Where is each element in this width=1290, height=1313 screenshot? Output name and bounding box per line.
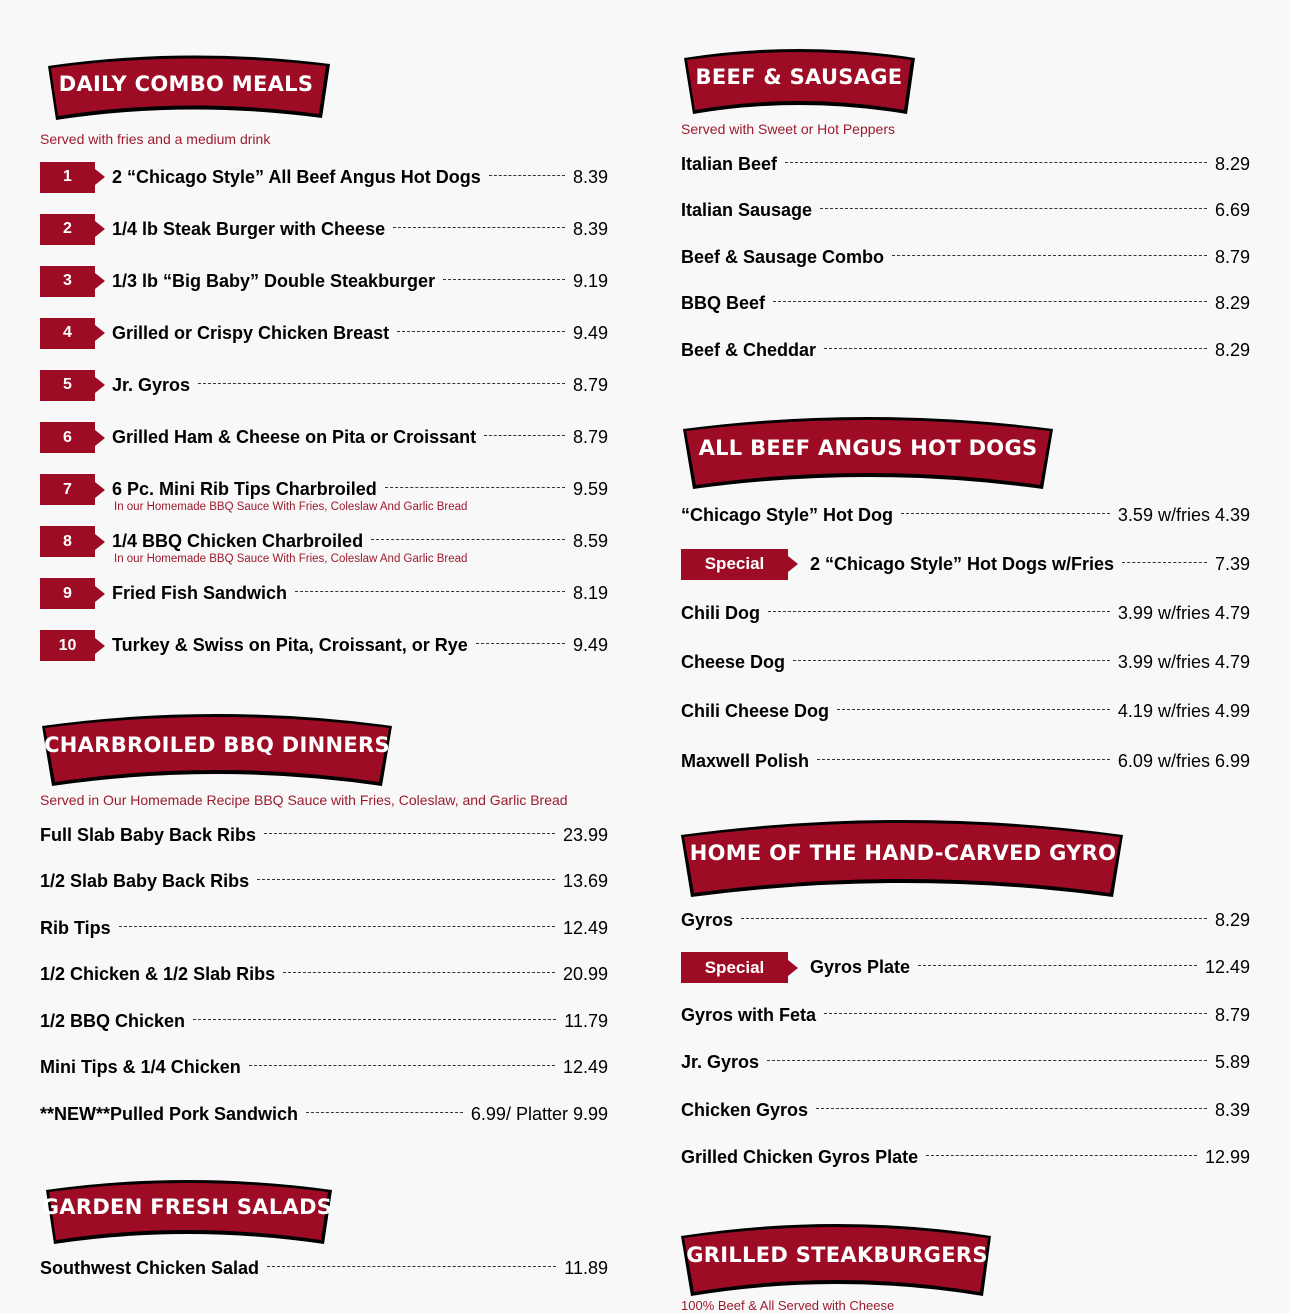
dot-leader <box>817 759 1110 760</box>
gyros-section <box>681 813 1250 899</box>
menu-item <box>681 598 1250 628</box>
dot-leader <box>393 227 565 228</box>
item-price: 8.29 <box>1214 909 1250 930</box>
menu-item <box>681 289 1250 319</box>
dot-leader <box>198 383 565 384</box>
item-number-badge: 9 <box>40 578 95 609</box>
dot-leader <box>892 255 1207 256</box>
dot-leader <box>295 591 565 592</box>
menu-item <box>40 1053 608 1083</box>
menu-item <box>40 1006 608 1036</box>
item-price: 9.59 <box>572 479 608 500</box>
item-price: 4.19 w/fries 4.99 <box>1117 701 1250 722</box>
menu-item <box>681 549 1250 579</box>
item-price: 12.49 <box>562 1057 608 1077</box>
item-name: BBQ Beef <box>681 293 766 313</box>
item-name: **NEW**Pulled Pork Sandwich <box>40 1103 299 1124</box>
item-price: 8.79 <box>572 427 608 447</box>
item-name: Italian Sausage <box>681 200 813 220</box>
combo-title: DAILY COMBO MEALS <box>58 72 314 96</box>
combo-subtitle: Served with fries and a medium drink <box>40 131 271 147</box>
menu-item <box>681 697 1250 727</box>
dot-leader <box>1122 562 1207 563</box>
menu-item <box>40 318 608 348</box>
item-name: Grilled Ham & Cheese on Pita or Croissant <box>112 427 477 447</box>
item-price: 9.49 <box>572 635 608 656</box>
menu-item <box>40 423 608 453</box>
menu-item <box>40 266 608 296</box>
dot-leader <box>119 926 555 927</box>
menu-item <box>681 953 1250 983</box>
menu-item <box>681 196 1250 226</box>
dot-leader <box>249 1065 555 1066</box>
menu-item <box>40 527 608 565</box>
dot-leader <box>837 709 1110 710</box>
dot-leader <box>489 175 565 176</box>
item-price: 3.59 w/fries 4.39 <box>1117 504 1250 525</box>
item-name: Gyros with Feta <box>681 1004 817 1025</box>
item-number-badge: 4 <box>40 318 95 349</box>
dot-leader <box>476 643 565 644</box>
item-name: 1/4 lb Steak Burger with Cheese <box>112 218 386 239</box>
salads-title: GARDEN FRESH SALADS <box>41 1195 333 1219</box>
item-price: 6.99/ Platter 9.99 <box>470 1103 608 1124</box>
menu-item <box>681 242 1250 272</box>
item-name: Chili Dog <box>681 602 760 623</box>
item-name: Jr. Gyros <box>681 1052 760 1072</box>
menu-item <box>681 648 1250 678</box>
dot-leader <box>397 331 565 332</box>
menu-item <box>681 500 1250 530</box>
item-price: 8.79 <box>572 374 608 395</box>
item-name: Jr. Gyros <box>112 374 191 395</box>
item-price: 8.39 <box>572 166 608 187</box>
item-name: Chicken Gyros <box>681 1099 809 1120</box>
beef-title: BEEF & SAUSAGE <box>695 65 903 89</box>
hotdogs-banner <box>681 411 1055 491</box>
item-number-badge: 10 <box>40 630 95 661</box>
dot-leader <box>484 435 565 436</box>
item-price: 8.29 <box>1214 339 1250 360</box>
steakburgers-title: GRILLED STEAKBURGERS <box>686 1243 988 1267</box>
menu-item <box>40 913 608 943</box>
dot-leader <box>768 611 1110 612</box>
gyros-banner <box>681 813 1125 899</box>
menu-item <box>40 162 608 192</box>
item-name: Gyros <box>681 909 734 930</box>
dot-leader <box>385 487 565 488</box>
special-badge: Special <box>681 952 788 983</box>
dot-leader <box>264 833 555 834</box>
item-name: 1/3 lb “Big Baby” Double Steakburger <box>112 270 436 291</box>
salads-banner <box>40 1174 334 1246</box>
menu-item <box>681 335 1250 365</box>
dot-leader <box>824 348 1207 349</box>
item-number-badge: 6 <box>40 422 95 453</box>
item-price: 8.19 <box>572 583 608 604</box>
item-name: Southwest Chicken Salad <box>40 1257 260 1278</box>
special-badge: Special <box>681 549 788 580</box>
beef-section <box>681 44 1250 116</box>
menu-item <box>40 1253 608 1283</box>
item-price: 20.99 <box>562 964 608 984</box>
item-number-badge: 5 <box>40 370 95 401</box>
item-name: Turkey & Swiss on Pita, Croissant, or Rye <box>112 635 468 656</box>
steakburgers-banner <box>681 1218 993 1298</box>
salads-section <box>40 1174 608 1246</box>
item-name: 2 “Chicago Style” Hot Dogs w/Fries <box>810 553 1115 574</box>
item-name: “Chicago Style” Hot Dog <box>681 504 894 525</box>
item-name: Chili Cheese Dog <box>681 701 830 722</box>
item-name: Grilled Chicken Gyros Plate <box>681 1147 919 1167</box>
combo-banner <box>40 50 332 124</box>
dot-leader <box>824 1013 1207 1014</box>
hotdogs-section <box>681 411 1250 491</box>
bbq-subtitle: Served in Our Homemade Recipe BBQ Sauce with Fries, Coleslaw, and Garlic Bread <box>40 792 568 808</box>
dot-leader <box>741 918 1207 919</box>
item-name: Beef & Cheddar <box>681 339 817 360</box>
item-name: Grilled or Crispy Chicken Breast <box>112 322 390 343</box>
item-price: 8.29 <box>1214 153 1250 174</box>
menu-item <box>681 1095 1250 1125</box>
item-price: 12.99 <box>1204 1147 1250 1167</box>
item-name: 1/4 BBQ Chicken Charbroiled <box>112 531 364 552</box>
bbq-title: CHARBROILED BBQ DINNERS <box>44 733 390 757</box>
bbq-banner <box>40 708 394 788</box>
item-price: 6.69 <box>1214 200 1250 220</box>
item-description: In our Homemade BBQ Sauce With Fries, Coleslaw And Garlic Bread <box>114 552 468 565</box>
item-number-badge: 7 <box>40 474 95 505</box>
dot-leader <box>918 965 1197 966</box>
menu-item <box>681 1048 1250 1078</box>
menu-item <box>681 1000 1250 1030</box>
hotdogs-title: ALL BEEF ANGUS HOT DOGS <box>698 436 1038 460</box>
beef-banner <box>681 44 917 116</box>
item-name: 2 “Chicago Style” All Beef Angus Hot Dogs <box>112 166 481 187</box>
item-name: Italian Beef <box>681 153 778 174</box>
dot-leader <box>267 1266 556 1267</box>
item-price: 13.69 <box>562 871 608 891</box>
item-number-badge: 1 <box>40 162 95 193</box>
item-name: Cheese Dog <box>681 652 786 673</box>
item-name: 1/2 BBQ Chicken <box>40 1010 186 1031</box>
item-number-badge: 3 <box>40 266 95 297</box>
steakburgers-section <box>681 1218 1250 1298</box>
item-name: 6 Pc. Mini Rib Tips Charbroiled <box>112 479 377 500</box>
dot-leader <box>785 162 1207 163</box>
item-name: Fried Fish Sandwich <box>112 583 288 604</box>
item-price: 8.29 <box>1214 293 1250 313</box>
menu-item <box>40 867 608 897</box>
dot-leader <box>443 279 565 280</box>
item-price: 8.39 <box>572 218 608 239</box>
item-price: 7.39 <box>1214 553 1250 574</box>
item-name: Full Slab Baby Back Ribs <box>40 824 257 845</box>
item-price: 12.49 <box>1204 957 1250 977</box>
item-price: 12.49 <box>562 917 608 938</box>
menu-item <box>40 475 608 513</box>
dot-leader <box>767 1060 1207 1061</box>
menu-item <box>40 214 608 244</box>
item-price: 23.99 <box>562 824 608 845</box>
item-price: 8.79 <box>1214 246 1250 267</box>
dot-leader <box>816 1108 1207 1109</box>
dot-leader <box>257 879 555 880</box>
dot-leader <box>371 539 565 540</box>
steakburgers-subtitle: 100% Beef & All Served with Cheese <box>681 1298 895 1313</box>
item-price: 11.89 <box>564 1257 608 1278</box>
menu-item <box>40 820 608 850</box>
item-price: 9.49 <box>572 322 608 343</box>
menu-item <box>40 631 608 661</box>
item-number-badge: 2 <box>40 214 95 245</box>
item-description: In our Homemade BBQ Sauce With Fries, Coleslaw And Garlic Bread <box>114 500 468 513</box>
item-name: Gyros Plate <box>810 957 911 977</box>
item-name: Maxwell Polish <box>681 750 810 771</box>
beef-subtitle: Served with Sweet or Hot Peppers <box>681 121 895 137</box>
item-price: 9.19 <box>572 270 608 291</box>
item-price: 6.09 w/fries 6.99 <box>1117 750 1250 771</box>
dot-leader <box>193 1019 556 1020</box>
item-name: Beef & Sausage Combo <box>681 246 885 267</box>
dot-leader <box>773 301 1207 302</box>
dot-leader <box>283 972 555 973</box>
dot-leader <box>793 660 1110 661</box>
item-name: 1/2 Slab Baby Back Ribs <box>40 871 250 891</box>
dot-leader <box>306 1112 463 1113</box>
item-price: 8.79 <box>1214 1004 1250 1025</box>
menu-item <box>681 746 1250 776</box>
dot-leader <box>926 1155 1197 1156</box>
menu-item <box>40 370 608 400</box>
item-price: 8.59 <box>572 531 608 552</box>
item-name: Mini Tips & 1/4 Chicken <box>40 1057 241 1077</box>
menu-item <box>40 579 608 609</box>
dot-leader <box>820 208 1207 209</box>
menu-item <box>681 149 1250 179</box>
menu-item <box>681 905 1250 935</box>
item-price: 8.39 <box>1214 1099 1250 1120</box>
bbq-section <box>40 708 608 788</box>
dot-leader <box>901 513 1110 514</box>
item-name: Rib Tips <box>40 917 111 938</box>
gyros-title: HOME OF THE HAND-CARVED GYRO <box>689 841 1117 865</box>
item-price: 5.89 <box>1214 1052 1250 1072</box>
item-name: 1/2 Chicken & 1/2 Slab Ribs <box>40 964 276 984</box>
item-number-badge: 8 <box>40 526 95 557</box>
item-price: 11.79 <box>564 1010 608 1031</box>
menu-item <box>40 960 608 990</box>
menu-item <box>40 1099 608 1129</box>
menu-item <box>681 1143 1250 1173</box>
item-price: 3.99 w/fries 4.79 <box>1117 602 1250 623</box>
combo-section <box>40 50 608 124</box>
item-price: 3.99 w/fries 4.79 <box>1117 652 1250 673</box>
